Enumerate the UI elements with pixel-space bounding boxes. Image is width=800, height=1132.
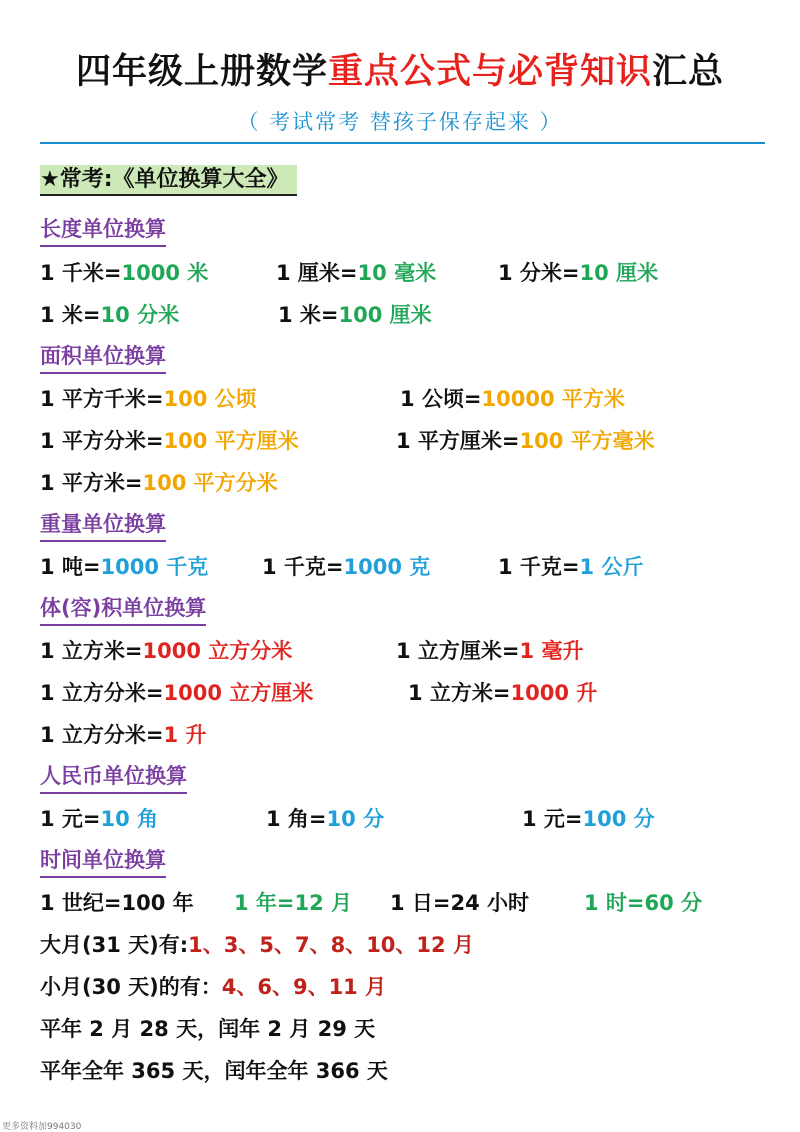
conversion-item: 1 立方厘米=1 毫升 [396, 639, 584, 663]
small-month-line: 小月(30 天)的有：4、6、9、11 月 [40, 975, 387, 999]
conversion-item: 1 平方米=100 平方分米 [40, 471, 278, 495]
heading-length: 长度单位换算 [40, 213, 166, 247]
conversion-item: 1 平方分米=100 平方厘米 [40, 429, 299, 453]
volume-row-1 [0, 635, 800, 665]
section-heading [40, 162, 297, 193]
conversion-item: 1 立方分米=1000 立方厘米 [40, 681, 314, 705]
conversion-item: 1 角=10 分 [266, 807, 385, 831]
heading-money: 人民币单位换算 [40, 760, 187, 794]
heading-weight: 重量单位换算 [40, 508, 166, 542]
area-row-3 [0, 467, 800, 497]
conversion-item: 1 吨=1000 千克 [40, 555, 209, 579]
area-row-1 [0, 383, 800, 413]
conversion-item: 1 立方米=1000 立方分米 [40, 639, 293, 663]
star-icon: ★ [40, 167, 60, 192]
conversion-item: 1 分米=10 厘米 [498, 261, 659, 285]
heading-time: 时间单位换算 [40, 844, 166, 878]
money-row-1 [0, 803, 800, 833]
heading-area: 面积单位换算 [40, 340, 166, 374]
volume-row-2 [0, 677, 800, 707]
title-part-2: 重点公式与必背知识 [327, 52, 652, 92]
february-line: 平年 2 月 28 天，闰年 2 月 29 天 [40, 1017, 376, 1041]
conversion-item: 1 世纪=100 年 [40, 891, 194, 915]
conversion-item: 1 千米=1000 米 [40, 261, 209, 285]
conversion-item: 1 平方千米=100 公顷 [40, 387, 257, 411]
conversion-item: 1 立方分米=1 升 [40, 723, 207, 747]
conversion-item: 1 千克=1000 克 [262, 555, 431, 579]
conversion-item: 1 日=24 小时 [390, 891, 530, 915]
page-subtitle: （ 考试常考 替孩子保存起来 ） [237, 110, 563, 134]
footer-watermark: 更多资料加994030 [2, 1122, 82, 1132]
conversion-item: 1 时=60 分 [584, 891, 703, 915]
title-divider [40, 142, 765, 144]
conversion-item: 1 元=10 角 [40, 807, 159, 831]
length-row-2 [0, 299, 800, 329]
conversion-item: 1 米=100 厘米 [278, 303, 432, 327]
time-row-1 [0, 887, 800, 917]
conversion-item: 1 年=12 月 [234, 891, 353, 915]
volume-row-3 [0, 719, 800, 749]
title-part-3: 汇总 [652, 52, 725, 92]
big-month-line: 大月(31 天)有:1、3、5、7、8、10、12 月 [40, 933, 474, 957]
conversion-item: 1 厘米=10 毫米 [276, 261, 437, 285]
conversion-item: 1 立方米=1000 升 [408, 681, 598, 705]
heading-volume: 体(容)积单位换算 [40, 592, 206, 626]
length-row-1 [0, 257, 800, 287]
conversion-item: 1 千克=1 公斤 [498, 555, 644, 579]
conversion-item: 1 米=10 分米 [40, 303, 180, 327]
section-title: 常考:《单位换算大全》 [59, 167, 289, 192]
weight-row-1 [0, 551, 800, 581]
year-line: 平年全年 365 天，闰年全年 366 天 [40, 1059, 388, 1083]
conversion-item: 1 平方厘米=100 平方毫米 [396, 429, 655, 453]
area-row-2 [0, 425, 800, 455]
conversion-item: 1 公顷=10000 平方米 [400, 387, 625, 411]
title-part-1: 四年级上册数学 [75, 52, 328, 92]
page-title [0, 44, 800, 94]
conversion-item: 1 元=100 分 [522, 807, 655, 831]
